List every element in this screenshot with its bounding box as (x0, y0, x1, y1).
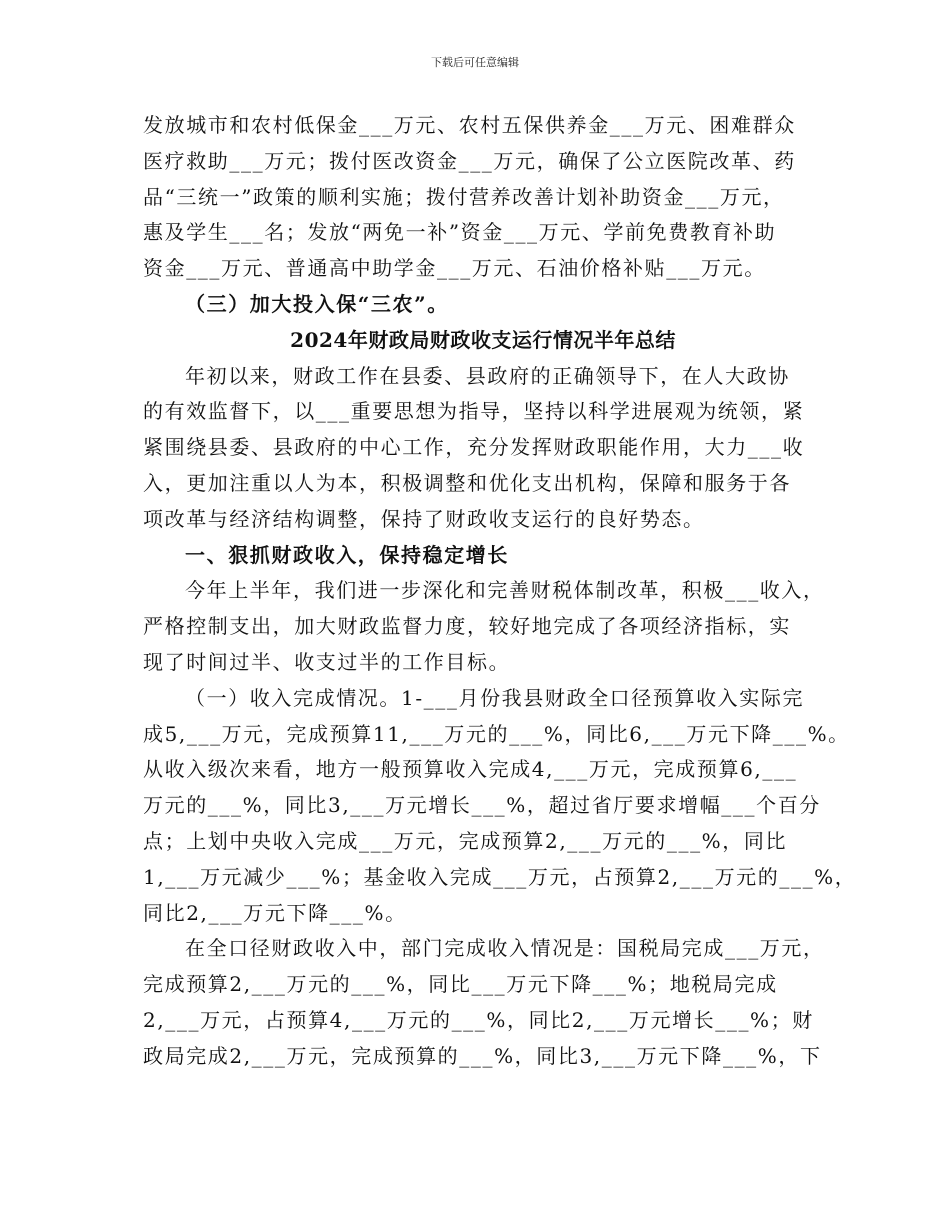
text-line: 严格控制支出，加大财政监督力度，较好地完成了各项经济指标，实 (143, 614, 791, 639)
text-line: 2,___万元，占预算4,___万元的___%，同比2,___万元增长___%；财 (143, 1007, 814, 1032)
text-line: 医疗救助___万元；拨付医改资金___万元，确保了公立医院改革、药 (143, 148, 796, 173)
text-line: （三）加大投入保“三农”。 (185, 291, 449, 316)
document-title: 2024年财政局财政收支运行情况半年总结 (290, 327, 676, 352)
text-line: 一、狠抓财政收入，保持稳定增长 (185, 542, 509, 567)
text-line: 惠及学生___名；发放“两免一补”资金___万元、学前免费教育补助 (143, 220, 777, 245)
text-line: （一）收入完成情况。1-___月份我县财政全口径预算收入实际完 (185, 685, 805, 710)
page-header-note: 下载后可任意编辑 (431, 56, 519, 69)
text-line: 资金___万元、普通高中助学金___万元、石油价格补贴___万元。 (143, 256, 766, 281)
document-body (143, 108, 857, 1075)
text-line: 现了时间过半、收支过半的工作目标。 (143, 649, 511, 674)
text-line: 万元的___%，同比3,___万元增长___%，超过省厅要求增幅___个百分 (143, 793, 821, 818)
text-line: 成5,___万元，完成预算11,___万元的___%，同比6,___万元下降___%。 (143, 721, 850, 746)
text-line: 点；上划中央收入完成___万元，完成预算2,___万元的___%，同比 (143, 828, 788, 853)
text-line: 今年上半年，我们进一步深化和完善财税体制改革，积极___收入， (185, 578, 825, 603)
text-line: 在全口径财政收入中，部门完成收入情况是：国税局完成___万元， (185, 936, 825, 961)
text-line: 同比2,___万元下降___%。 (143, 900, 407, 925)
text-line: 1,___万元减少___%；基金收入完成___万元，占预算2,___万元的___%， (143, 864, 857, 889)
text-line: 项改革与经济结构调整，保持了财政收支运行的良好势态。 (143, 506, 705, 531)
text-line: 的有效监督下，以___重要思想为指导，坚持以科学进展观为统领，紧 (143, 399, 805, 424)
text-line: 从收入级次来看，地方一般预算收入完成4,___万元，完成预算6,___ (143, 757, 798, 782)
text-line: 紧围绕县委、县政府的中心工作，充分发挥财政职能作用，大力___收 (143, 435, 805, 460)
text-line: 政局完成2,___万元，完成预算的___%，同比3,___万元下降___%，下 (143, 1043, 822, 1068)
text-line: 发放城市和农村低保金___万元、农村五保供养金___万元、困难群众 (143, 113, 796, 137)
text-line: 品“三统一”政策的顺利实施；拨付营养改善计划补助资金___万元， (143, 184, 785, 209)
text-line: 完成预算2,___万元的___%，同比___万元下降___%；地税局完成 (143, 972, 778, 997)
text-line: 入，更加注重以人为本，积极调整和优化支出机构，保障和服务于各 (143, 470, 791, 495)
text-line: 年初以来，财政工作在县委、县政府的正确领导下，在人大政协 (185, 363, 790, 388)
